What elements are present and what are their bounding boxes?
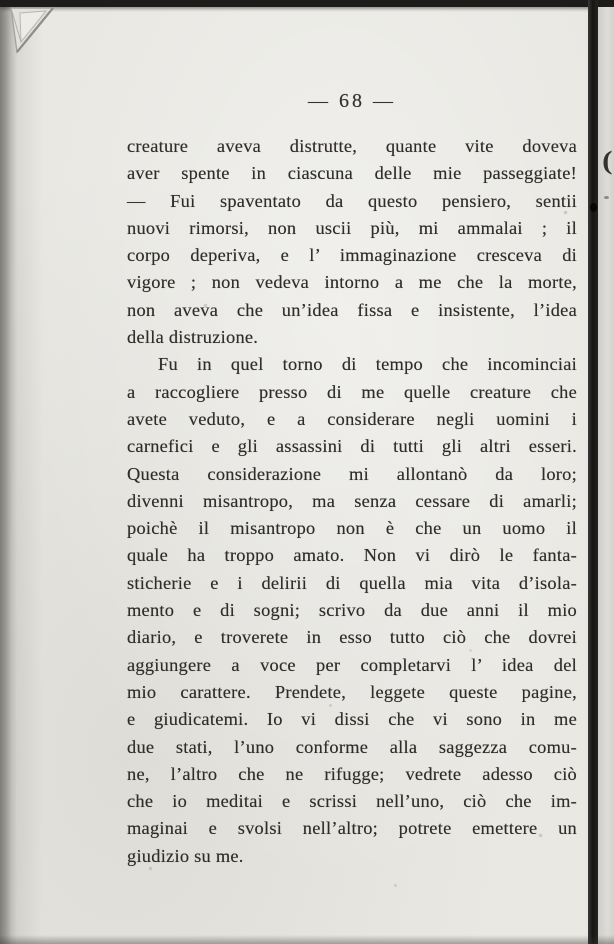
- text-line: carnefici e gli assassini di tutti gli altri esseri.: [127, 436, 577, 457]
- text-line: maginai e svolsi nell’altro; potrete emettere un: [127, 818, 577, 839]
- text-line: ne, l’altro che ne rifugge; vedrete adesso ciò: [127, 763, 577, 784]
- text-line: diario, e troverete in esso tutto ciò che dovrei: [127, 627, 577, 648]
- text-line: due stati, l’uno conforme alla saggezza comu-: [127, 736, 577, 757]
- page-right-edge: [588, 0, 598, 944]
- text-line: nuovi rimorsi, non uscii più, mi ammalai ; il: [127, 217, 577, 238]
- text-line: mio carattere. Prendete, leggete queste pagine,: [127, 681, 577, 702]
- text-line: aver spente in ciascuna delle mie passeggiate!: [127, 163, 577, 184]
- text-line: aggiungere a voce per completarvi l’ idea del: [127, 654, 577, 675]
- adjacent-page-speck: [604, 196, 609, 199]
- text-line: a raccogliere presso di me quelle creature che: [127, 381, 577, 402]
- text-line: divenni misantropo, ma senza cessare di amarli;: [127, 490, 577, 511]
- text-line: non aveva che un’idea fissa e insistente, l’idea: [127, 299, 577, 320]
- page-number: — 68 —: [308, 90, 396, 112]
- text-line: poichè il misantropo non è che un uomo il: [127, 518, 577, 539]
- text-line: quale ha troppo amato. Non vi dirò le fanta-: [127, 545, 577, 566]
- body-text: [127, 133, 577, 870]
- paper-speckles: [0, 0, 1, 1]
- text-line: — Fui spaventato da questo pensiero, sentii: [127, 190, 577, 211]
- text-line: vigore ; non vedeva intorno a me che la morte,: [127, 272, 577, 293]
- scan-bottom-shadow: [0, 935, 614, 944]
- text-line: sticherie e i delirii di quella mia vita d’isola-: [127, 572, 577, 593]
- text-line: della distruzione.: [127, 327, 259, 348]
- page-edge-speck: [590, 203, 597, 212]
- text-line: che io meditai e scrissi nell’uno, ciò che im-: [127, 791, 577, 812]
- text-line: giudizio su me.: [127, 845, 244, 866]
- text-line: Questa considerazione mi allontanò da loro;: [127, 463, 577, 484]
- scan-top-edge: [0, 0, 614, 7]
- text-line: Fu in quel torno di tempo che incominciai: [158, 354, 577, 375]
- text-line: avete veduto, e a considerare negli uomini i: [127, 408, 577, 429]
- text-line: mento e di sogni; scrivo da due anni il mio: [127, 600, 577, 621]
- dog-ear-fold: [8, 4, 60, 56]
- text-line: e giudicatemi. Io vi dissi che vi sono in me: [127, 709, 577, 730]
- spine-shadow: [0, 0, 17, 944]
- text-line: corpo deperiva, e l’ immaginazione cresceva di: [127, 245, 577, 266]
- text-line: creature aveva distrutte, quante vite doveva: [127, 136, 577, 156]
- adjacent-page-text-fragment: (: [602, 146, 613, 175]
